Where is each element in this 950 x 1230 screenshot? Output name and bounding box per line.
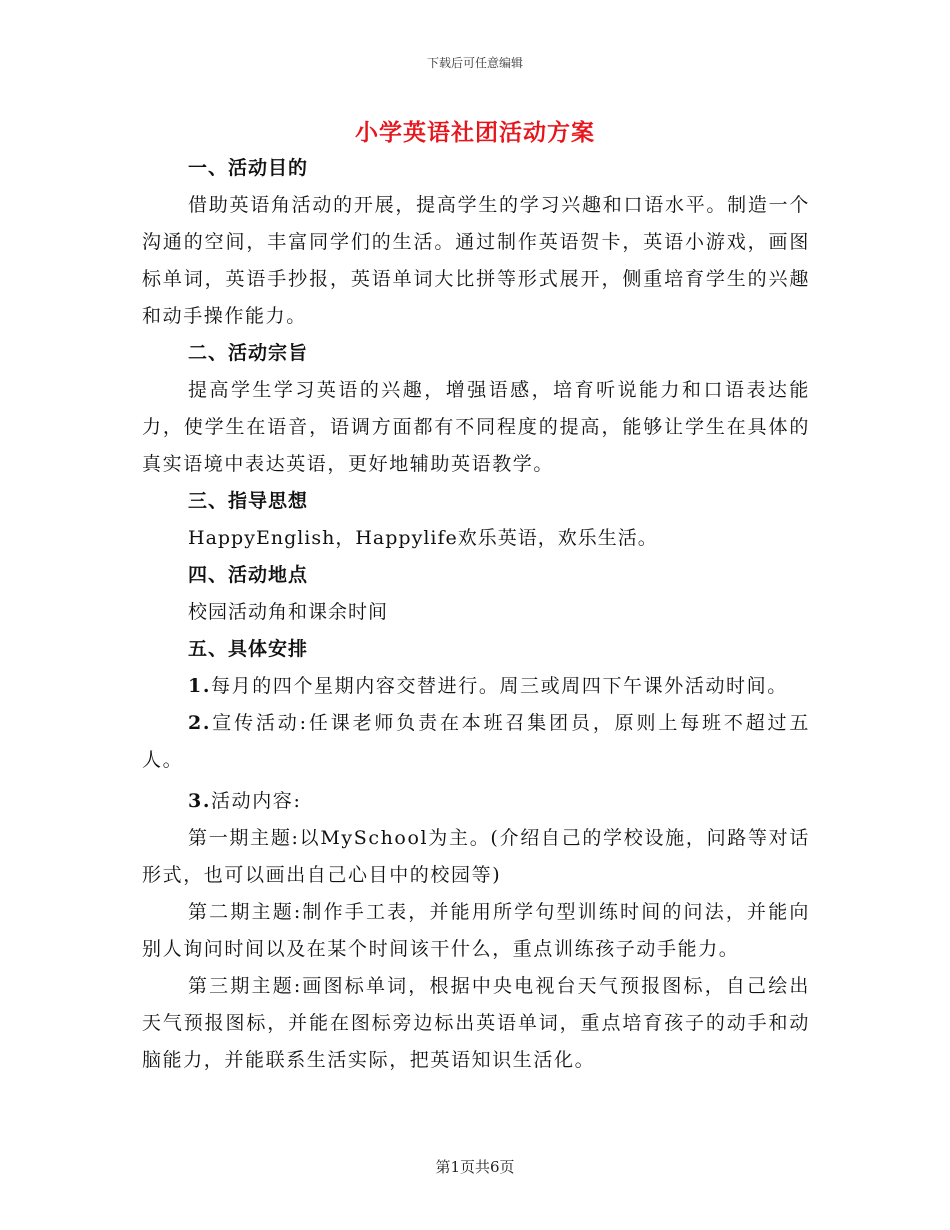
section-heading-purpose: 一、活动目的 xyxy=(188,157,309,179)
document-body xyxy=(142,150,810,1079)
arrangement-item-3 xyxy=(142,783,810,820)
activity-phase-1: 第一期主题:以MySchool为主。(介绍自己的学校设施，问路等对话形式，也可以画出自己心目中的校园等) xyxy=(142,827,810,886)
section-text-aim: 提高学生学习英语的兴趣，增强语感，培育听说能力和口语表达能力，使学生在语音，语调方面都有不同程度的提高，能够让学生在具体的真实语境中表达英语，更好地辅助英语教学。 xyxy=(142,379,810,475)
item-number: 3. xyxy=(188,790,212,812)
item-number: 2. xyxy=(188,712,212,734)
section-heading-location: 四、活动地点 xyxy=(188,564,309,586)
document-title: 小学英语社团活动方案 xyxy=(355,119,595,146)
section-text-purpose: 借助英语角活动的开展，提高学生的学习兴趣和口语水平。制造一个沟通的空间，丰富同学们的生活。通过制作英语贺卡，英语小游戏，画图标单词，英语手抄报，英语单词大比拼等形式展开，侧重培育学生的兴趣和动手操作能力。 xyxy=(142,194,810,327)
activity-phase-3: 第三期主题:画图标单词，根据中央电视台天气预报图标，自己绘出天气预报图标，并能在图标旁边标出英语单词，重点培育孩子的动手和动脑能力，并能联系生活实际，把英语知识生活化。 xyxy=(142,975,810,1071)
activity-phase-2: 第二期主题:制作手工表，并能用所学句型训练时间的问法，并能向别人询问时间以及在某个时间该干什么，重点训练孩子动手能力。 xyxy=(142,901,810,960)
section-text-guiding-idea: HappyEnglish，Happylife欢乐英语，欢乐生活。 xyxy=(188,527,658,549)
section-heading-arrangement: 五、具体安排 xyxy=(188,638,309,660)
section-heading-aim: 二、活动宗旨 xyxy=(188,342,309,364)
item-text: 宣传活动:任课老师负责在本班召集团员，原则上每班不超过五人。 xyxy=(142,712,810,771)
section-text-location: 校园活动角和课余时间 xyxy=(188,601,389,623)
arrangement-item-2 xyxy=(142,705,810,779)
header-note: 下载后可任意编辑 xyxy=(426,56,523,70)
arrangement-item-1 xyxy=(142,668,810,705)
section-heading-guiding-idea: 三、指导思想 xyxy=(188,490,309,512)
item-text: 每月的四个星期内容交替进行。周三或周四下午课外活动时间。 xyxy=(211,675,788,697)
item-number: 1. xyxy=(188,675,212,697)
item-text: 活动内容: xyxy=(211,790,302,812)
page-footer: 第1页共6页 xyxy=(435,1158,515,1176)
